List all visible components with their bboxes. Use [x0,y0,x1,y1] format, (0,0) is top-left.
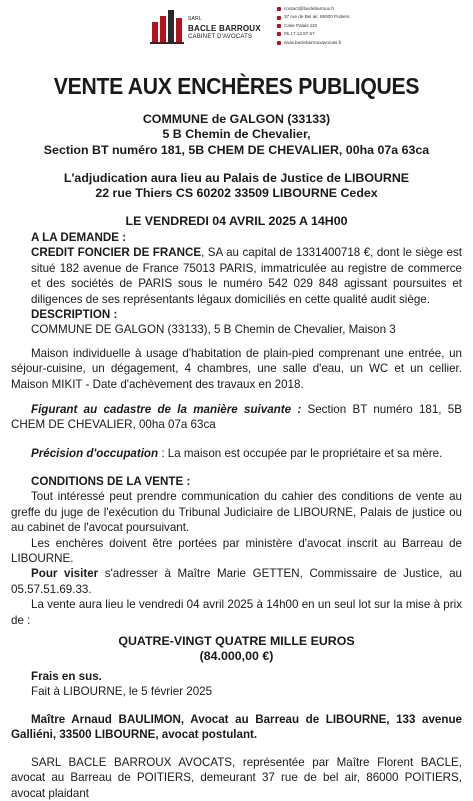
property-section: Section BT numéro 181, 5B CHEM DE CHEVALIER, 00ha 07a 63ca [43,142,430,157]
demande-heading: A LA DEMANDE : [31,231,127,244]
lawyer-postulant: Maître Arnaud BAULIMON, Avocat au Barreau de LIBOURNE, 133 avenue Galliéni, 33500 LIBOURNE, avocat postulant. [11,713,462,742]
page-title: VENTE AUX ENCHÈRES PUBLIQUES [53,73,420,99]
description-heading: DESCRIPTION : [31,308,118,322]
lawyer-plaidant: SARL BACLE BARROUX AVOCATS, représentée par Maître Florent BACLE, avocat au Barreau de POITIERS, demeurant 37 rue de bel air, 86000 POITIERS, avocat plaidant [11,756,462,800]
contact-email: contact@baclebarroux.fr [277,5,467,13]
location-icon [277,16,281,20]
logo-sarl: SARL [188,16,202,22]
conditions-p4: La vente aura lieu le vendredi 04 avril 2025 à 14h00 en un seul lot sur la mise à prix de : [11,598,462,627]
contact-block [277,5,467,47]
firm-logo-mark-icon [150,8,186,44]
demande-text: CREDIT FONCIER DE FRANCE, SA au capital de 1331400718 €, dont le siège est situé 182 avenue de France 75013 PARIS, immatriculée au registre de commerce et des sociétés de PARIS sous le numéro 542 029 848 agissant poursuites et diligences de ses représentants légaux domiciliés en cette qualité audit siège. [31,246,462,306]
globe-icon [277,41,281,45]
conditions-visit: Pour visiter s'adresser à Maître Marie GETTEN, Commissaire de Justice, au 05.57.51.69.33. [11,567,462,596]
demande-section [11,230,462,338]
property-commune: COMMUNE de GALGON (33133) [142,112,331,126]
price-amount: (84.000,00 €) [199,649,274,664]
property-block [0,112,473,158]
description-location: COMMUNE DE GALGON (33133), 5 B Chemin de Chevalier, Maison 3 [31,323,396,337]
cadastre-label: Figurant au cadastre de la manière suivante : [31,403,302,416]
occupation-label: Précision d'occupation [31,447,159,460]
occupation-paragraph: Précision d'occupation : La maison est occupée par le propriétaire et sa mère. [31,447,443,460]
conditions-p2: Les enchères doivent être portées par ministère d'avocat inscrit au Barreau de LIBOURNE. [11,536,462,566]
description-details: Maison individuelle à usage d'habitation de plain-pied comprenant une entrée, un séjour-cuisine, un dégagement, 4 chambres, une salle d'eau, un WC et un cellier. Maison MIKIT - Date d'achèvement des travaux en 2018. [11,347,462,391]
contact-phone: 05.17.12.97.67 [277,30,467,38]
creditor-name: CREDIT FONCIER DE FRANCE [31,246,202,260]
logo-name: BACLE BARROUX [188,24,261,33]
property-address: 5 B Chemin de Chevalier, [162,127,311,142]
logo-subtitle: CABINET D'AVOCATS [188,34,253,40]
price-block [0,634,473,665]
firm-logo-text [188,15,261,42]
price-words: QUATRE-VINGT QUATRE MILLE EUROS [118,634,355,648]
cadastre-paragraph: Figurant au cadastre de la manière suivante : Section BT numéro 181, 5B CHEM DE CHEVALIER, 00ha 07a 63ca [11,403,462,432]
adjudication-block [0,171,473,202]
email-icon [277,7,281,11]
closing-section [11,669,462,700]
adjudication-address: 22 rue Thiers CS 60202 33509 LIBOURNE Cedex [95,186,378,201]
conditions-section [11,474,462,628]
letterhead [0,0,473,62]
conditions-p1: Tout intéressé peut prendre communication du cahier des conditions de vente au greffe du juge de l'exécution du Tribunal Judiciaire de LIBOURNE, Palais de justice ou au cabinet de l'avocat poursuivant. [11,490,462,535]
adjudication-place: L'adjudication aura lieu au Palais de Justice de LIBOURNE [63,171,410,185]
sale-date: LE VENDREDI 04 AVRIL 2025 A 14H00 [125,214,348,228]
conditions-heading: CONDITIONS DE LA VENTE : [31,475,191,488]
contact-case: Case Palais 110 [277,22,467,30]
phone-icon [277,32,281,36]
visit-label: Pour visiter [31,567,99,581]
frais-note: Frais en sus. [31,670,102,683]
fait-line: Fait à LIBOURNE, le 5 février 2025 [31,685,213,699]
case-icon [277,24,281,28]
contact-address: 37 rue de Bel air, 86000 Poitiers [277,13,467,21]
firm-logo [150,6,270,46]
contact-website: www.baclebarrouxavocats.fr [277,39,467,47]
